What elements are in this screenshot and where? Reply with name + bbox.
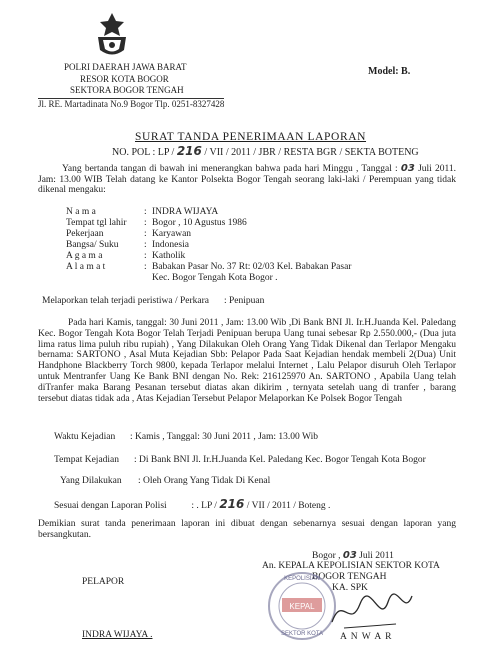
- waktu-kejadian-value: : Kamis , Tanggal: 30 Juni 2011 , Jam: 13.00 Wib: [130, 432, 318, 442]
- report-number-suffix: / VII / 2011 / JBR / RESTA BGR / SEKTA BOTENG: [204, 147, 419, 158]
- report-type-label: Melaporkan telah terjadi peristiwa / Perkara: [42, 296, 209, 306]
- label-bangsa-suku: Bangsa/ Suku: [66, 240, 119, 250]
- agency-line-2: RESOR KOTA BOGOR: [80, 74, 169, 84]
- reporter-name: INDRA WIJAYA .: [82, 630, 153, 640]
- label-alamat: A l a m a t: [66, 262, 106, 272]
- police-emblem: [93, 12, 131, 60]
- form-model-label: Model: B.: [368, 66, 411, 77]
- sesuai-laporan-handwritten: 216: [219, 497, 245, 511]
- intro-part-1: Yang bertanda tangan di bawah ini menerangkan bahwa pada hari Minggu , Tanggal :: [62, 164, 398, 174]
- report-number-prefix: NO. POL : LP /: [112, 147, 175, 158]
- sesuai-laporan-label: Sesuai dengan Laporan Polisi: [54, 501, 167, 511]
- officer-signature: [326, 588, 416, 634]
- value-agama: Katholik: [152, 251, 186, 261]
- office-line-1: An. KEPALA KEPOLISIAN SEKTOR KOTA: [262, 561, 440, 571]
- report-number-handwritten: 216: [176, 144, 202, 158]
- closing-paragraph: Demikian surat tanda penerimaan laporan ini dibuat dengan sebenarnya sesuai dengan laporan yang bersangkutan.: [38, 519, 456, 540]
- colon: :: [144, 229, 147, 239]
- tempat-kejadian-value: : Di Bank BNI Jl. Ir.H.Juanda Kel. Paledang Kec. Bogor Tengah Kota Bogor: [134, 455, 426, 465]
- label-nama: N a m a: [66, 207, 96, 217]
- sesuai-laporan-suffix: / VII / 2011 / Boteng .: [246, 501, 331, 511]
- label-agama: A g a m a: [66, 251, 103, 261]
- agency-line-3: SEKTORA BOGOR TENGAH: [70, 85, 184, 95]
- value-alamat: Babakan Pasar No. 37 Rt: 02/03 Kel. Babakan Pasar: [152, 262, 352, 272]
- office-line-3: KA. SPK: [332, 583, 368, 593]
- officer-name: A N W A R: [340, 632, 393, 642]
- tempat-kejadian-label: Tempat Kejadian: [54, 455, 120, 465]
- sign-place-date-suffix: Juli 2011: [359, 551, 394, 561]
- sesuai-laporan-prefix: : . LP /: [191, 501, 217, 511]
- document-title: SURAT TANDA PENERIMAAN LAPORAN: [135, 131, 367, 143]
- value-bangsa-suku: Indonesia: [152, 240, 189, 250]
- sign-place-date-prefix: Bogor ,: [312, 551, 341, 561]
- value-tempat-tgl-lahir: Bogor , 10 Agustus 1986: [152, 218, 247, 228]
- stamp-bottom-text: SEKTOR KOTA: [280, 631, 324, 637]
- office-line-2: BOGOR TENGAH: [312, 572, 387, 582]
- pelaku-value: : Oleh Orang Yang Tidak Di Kenal: [138, 476, 271, 486]
- pelaku-label: Yang Dilakukan: [60, 476, 122, 486]
- label-pekerjaan: Pekerjaan: [66, 229, 104, 239]
- incident-narrative: Pada hari Kamis, tanggal: 30 Juni 2011 , Jam: 13.00 Wib ,Di Bank BNI Jl. Ir.H.Juanda Kel. Paledang Kec. Bogor Tengah Kota Bogor Telah Terjadi Penipuan berupa Uang tunai sebesar Rp 2.550.000,- (Dua juta lima ratus lima puluh ribu rupiah) , Yang Dilakukan Oleh Orang Yang Tidak Dikenal dan Terlapor Mengaku bernama: SARTONO , Asal Muta Kejadian Sbb: Pelapor Pada Saat Kejadian hendak membeli 2(Dua) Unit Handphone Blackberry Torch 9800, kepada Terlapor melalui Internet , Lalu Pelapor disuruh Oleh Terlapor untuk Mentranfer Uang Ke Bank BNI dengan No. Rek: 216125970 An. SARTONO , Apabila Uang telah diTranfer maka Barang Pesanan tersebut diatas akan dikirim , ternyata setelah uang di tranfer , barang tersebut diatas tidak ada , Atas Kejadian Tersebut Pelapor Melaporkan Ke Polsek Bogor Tengah: [38, 318, 456, 404]
- intro-paragraph: [38, 164, 456, 196]
- stamp-middle-text: KEPAL: [289, 602, 315, 611]
- agency-line-1: POLRI DAERAH JAWA BARAT: [64, 62, 187, 72]
- intro-handwritten-date: 03: [400, 163, 415, 174]
- colon: :: [144, 251, 147, 261]
- stamp-top-text: KEPOLISIAN: [284, 576, 320, 582]
- colon: :: [144, 240, 147, 250]
- intro-part-2: Juli 2011. Jam: 13.00 WIB Telah datang ke Kantor Polsekta Bogor Tengah seorang laki-laki / Perempuan yang tidak dikenal mengaku:: [38, 164, 457, 195]
- reporter-label: PELAPOR: [82, 577, 125, 587]
- colon: :: [144, 262, 147, 272]
- value-alamat-line-2: Kec. Bogor Tengah Kota Bogor .: [152, 273, 278, 283]
- waktu-kejadian-label: Waktu Kejadian: [54, 432, 116, 442]
- colon: :: [144, 207, 147, 217]
- report-type-value: : Penipuan: [224, 296, 265, 306]
- sign-place-date: [312, 550, 394, 561]
- report-number: [112, 144, 419, 158]
- value-pekerjaan: Karyawan: [152, 229, 192, 239]
- value-nama: INDRA WIJAYA: [152, 207, 219, 217]
- sesuai-laporan: [54, 497, 330, 511]
- agency-address: Jl. RE. Martadinata No.9 Bogor Tlp. 0251-8327428: [38, 99, 225, 109]
- sign-place-date-handwritten: 03: [342, 550, 357, 561]
- colon: :: [144, 218, 147, 228]
- label-tempat-tgl-lahir: Tempat tgl lahir: [66, 218, 127, 228]
